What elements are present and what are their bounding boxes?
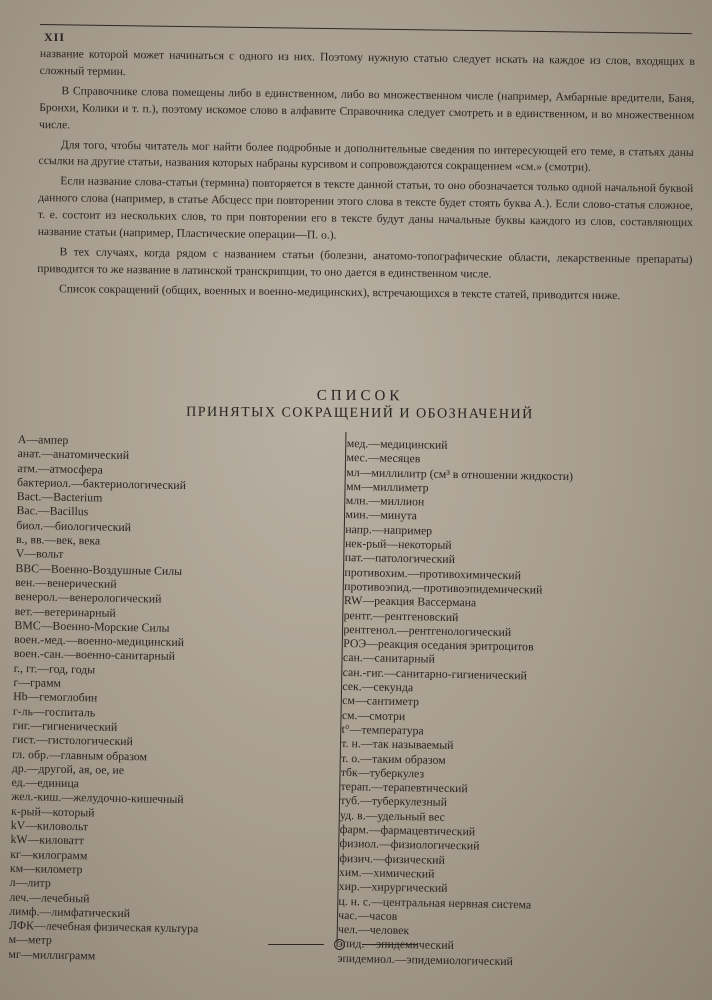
abbreviation-entry: эпид.—эпидемический <box>337 936 455 953</box>
abbreviation-entry: жел.-киш.—желудочно-кишечный <box>11 789 184 807</box>
abbreviation-entry: м—метр <box>8 932 52 948</box>
intro-paragraph: В тех случаях, когда рядом с названием статьи (болезни, анатомо-топографические области, лекарственные препараты) приводится то же название в латинской транскрипции, то оно дается в единственном числе. <box>37 245 693 281</box>
abbreviation-entry: сек.—секунда <box>342 679 414 695</box>
ornament-line <box>362 944 418 945</box>
abbreviation-entry: противоэпид.—противоэпидемический <box>344 578 543 597</box>
abbreviation-entry: напр.—например <box>345 521 433 538</box>
abbreviation-entry: противохим.—противохимический <box>344 564 522 582</box>
abbreviation-entry: уд. в.—удельный вес <box>339 807 445 824</box>
abbreviation-entry: час.—часов <box>338 907 398 923</box>
abbreviation-entry: ВВС—Военно-Воздушные Силы <box>15 560 183 578</box>
abbreviation-entry: рентгенол.—рентгенологический <box>343 621 512 639</box>
intro-paragraph: Для того, чтобы читатель мог найти более подробные и дополнительные сведения по интересующей его теме, в статьях даны ссылки на другие статьи, названия которых набраны курсивом и сопровождаются сокращением «см.» (смотри). <box>38 137 694 175</box>
abbreviation-entry: kV—киловольт <box>10 817 89 834</box>
abbreviation-entry: см—сантиметр <box>342 693 420 709</box>
abbreviation-entry: воен.-мед.—военно-медицинский <box>14 632 185 650</box>
footer-ornament <box>268 937 418 953</box>
abbreviation-entry: мл—миллилитр (см³ в отношении жидкости) <box>346 464 574 483</box>
abbreviation-entry: терап.—терапевтический <box>340 779 468 796</box>
abbreviation-entry: кг—килограмм <box>10 846 88 862</box>
abbreviation-entry: гл. обр.—главным образом <box>11 746 148 763</box>
abbreviation-entry: к-рый—который <box>10 803 95 820</box>
abbreviation-entry: ВМС—Военно-Морские Силы <box>14 617 170 635</box>
abbreviation-entry: гиг.—гигиенический <box>12 717 118 734</box>
abbreviation-entry: вет.—ветеринарный <box>14 603 116 620</box>
abbreviation-entry: млн.—миллион <box>345 493 425 509</box>
abbreviation-entry: V—вольт <box>15 546 64 562</box>
abbreviation-entry: Bac.—Bacillus <box>16 503 89 519</box>
abbreviation-entry: рентг.—рентгеновский <box>343 607 459 624</box>
abbreviation-entry: хим.—химический <box>338 864 435 881</box>
ornament-line <box>268 944 324 945</box>
abbreviations-heading <box>175 386 545 425</box>
abbreviation-entry: Hb—гемоглобин <box>13 689 98 705</box>
abbreviation-entry: мин.—минута <box>345 507 418 523</box>
abbreviation-entry: сан.—санитарный <box>342 650 435 667</box>
abbreviation-entry: РОЭ—реакция оседания эритроцитов <box>343 636 534 654</box>
abbreviation-entry: тбк—туберкулез <box>340 764 425 781</box>
abbreviations-left-column <box>8 432 338 967</box>
abbreviation-entry: ед.—единица <box>11 775 80 791</box>
abbreviation-entry: биол.—биологический <box>16 517 132 534</box>
abbreviation-entry: л—литр <box>9 875 51 890</box>
heading-line-2: ПРИНЯТЫХ СОКРАЩЕНИЙ И ОБОЗНАЧЕНИЙ <box>186 404 534 423</box>
abbreviation-entry: атм.—атмосфера <box>17 460 103 477</box>
page-number: XII <box>44 30 66 44</box>
abbreviation-entry: т. н.—так называемый <box>341 736 454 753</box>
abbreviation-entry: kW—киловатт <box>10 832 84 848</box>
abbreviation-entry: км—километр <box>9 860 83 877</box>
abbreviation-entry: леч.—лечебный <box>9 889 90 905</box>
heading-line-1: СПИСОК <box>316 387 404 405</box>
abbreviation-entry: бактериол.—бактериологический <box>16 474 187 492</box>
abbreviation-entry: чел.—человек <box>337 922 410 938</box>
abbreviation-entry: туб.—туберкулезный <box>340 793 448 810</box>
abbreviation-entry: венерол.—венерологический <box>14 589 162 606</box>
abbreviation-entry: пат.—патологический <box>344 550 456 567</box>
abbreviation-entry: т. о.—таким образом <box>340 750 446 767</box>
abbreviation-entry: мед.—медицинский <box>346 436 448 452</box>
abbreviation-entry: гист.—гистологический <box>12 732 134 749</box>
intro-text <box>37 46 695 309</box>
abbreviation-entry: А—ампер <box>17 432 69 447</box>
abbreviation-entry: мес.—месяцев <box>346 450 421 466</box>
header-rule <box>40 24 692 34</box>
abbreviation-entry: анат.—анатомический <box>17 446 130 463</box>
intro-paragraph: В Справочнике слова помещены либо в единственном, либо во множественном числе (например, Амбарные вредители, Баня, Бронхи, Колики и т. п.), поэтому искомое слово в алфавите Справочника следует смотреть и в единственном, и во множественном числе. <box>38 84 695 131</box>
abbreviation-entry: фарм.—фармацевтический <box>339 821 476 839</box>
abbreviation-entry: воен.-сан.—военно-санитарный <box>13 646 176 664</box>
abbreviation-entry: сан.-гиг.—санитарно-гигиенический <box>342 664 528 683</box>
abbreviations-right-column <box>337 436 677 971</box>
abbreviation-entry: Bact.—Bacterium <box>16 489 103 505</box>
abbreviation-entry: нек-рый—некоторый <box>344 536 452 553</box>
ornament-circle-icon <box>334 939 345 950</box>
abbreviation-entry: мм—миллиметр <box>345 478 429 495</box>
abbreviation-entry: t°—температура <box>341 721 424 738</box>
abbreviation-entry: вен.—венерический <box>15 574 117 591</box>
abbreviation-entry: мг—миллиграмм <box>8 946 96 963</box>
abbreviation-entry: ц. н. с.—центральная нервная система <box>338 893 532 911</box>
intro-paragraph: Список сокращений (общих, военных и военно-медицинских), встречающихся в тексте статей, приводится ниже. <box>58 282 621 302</box>
abbreviation-entry: г—грамм <box>13 675 62 690</box>
abbreviation-entry: ЛФК—лечебная физическая культура <box>8 918 199 936</box>
abbreviation-entry: г., гг.—год, годы <box>13 660 96 677</box>
intro-paragraph: название которой может начинаться с одного из них. Поэтому нужную статью следует искать на каждое из слов, входящих в сложный термин. <box>39 46 695 78</box>
abbreviation-entry: в., вв.—век, века <box>15 532 101 548</box>
abbreviation-entry: физиол.—физиологический <box>339 836 480 853</box>
intro-paragraph: Если название слова-статьи (термина) повторяется в тексте данной статьи, то оно обозначается только одной начальной буквой данного слова (например, в статье Абсцесс при повторении этого слова в тексте будет стоять буква А.). Если слово-статья сложное, т. е. состоит из нескольких слов, то при повторении его в тексте будут даны начальные буквы каждого из слов, составляющих название статьи (например, Пластические операции—П. о.). <box>37 174 694 242</box>
abbreviation-entry: др.—другой, ая, ое, ие <box>11 760 125 777</box>
abbreviation-entry: г-ль—госпиталь <box>12 703 96 720</box>
abbreviation-entry: хир.—хирургический <box>338 879 448 896</box>
abbreviation-entry: лимф.—лимфатический <box>9 903 131 920</box>
abbreviation-entry: эпидемиол.—эпидемиологический <box>337 950 514 968</box>
abbreviation-entry: RW—реакция Вассермана <box>343 593 477 610</box>
abbreviation-entry: физич.—физический <box>339 850 445 867</box>
abbreviation-entry: см.—смотри <box>341 707 406 723</box>
